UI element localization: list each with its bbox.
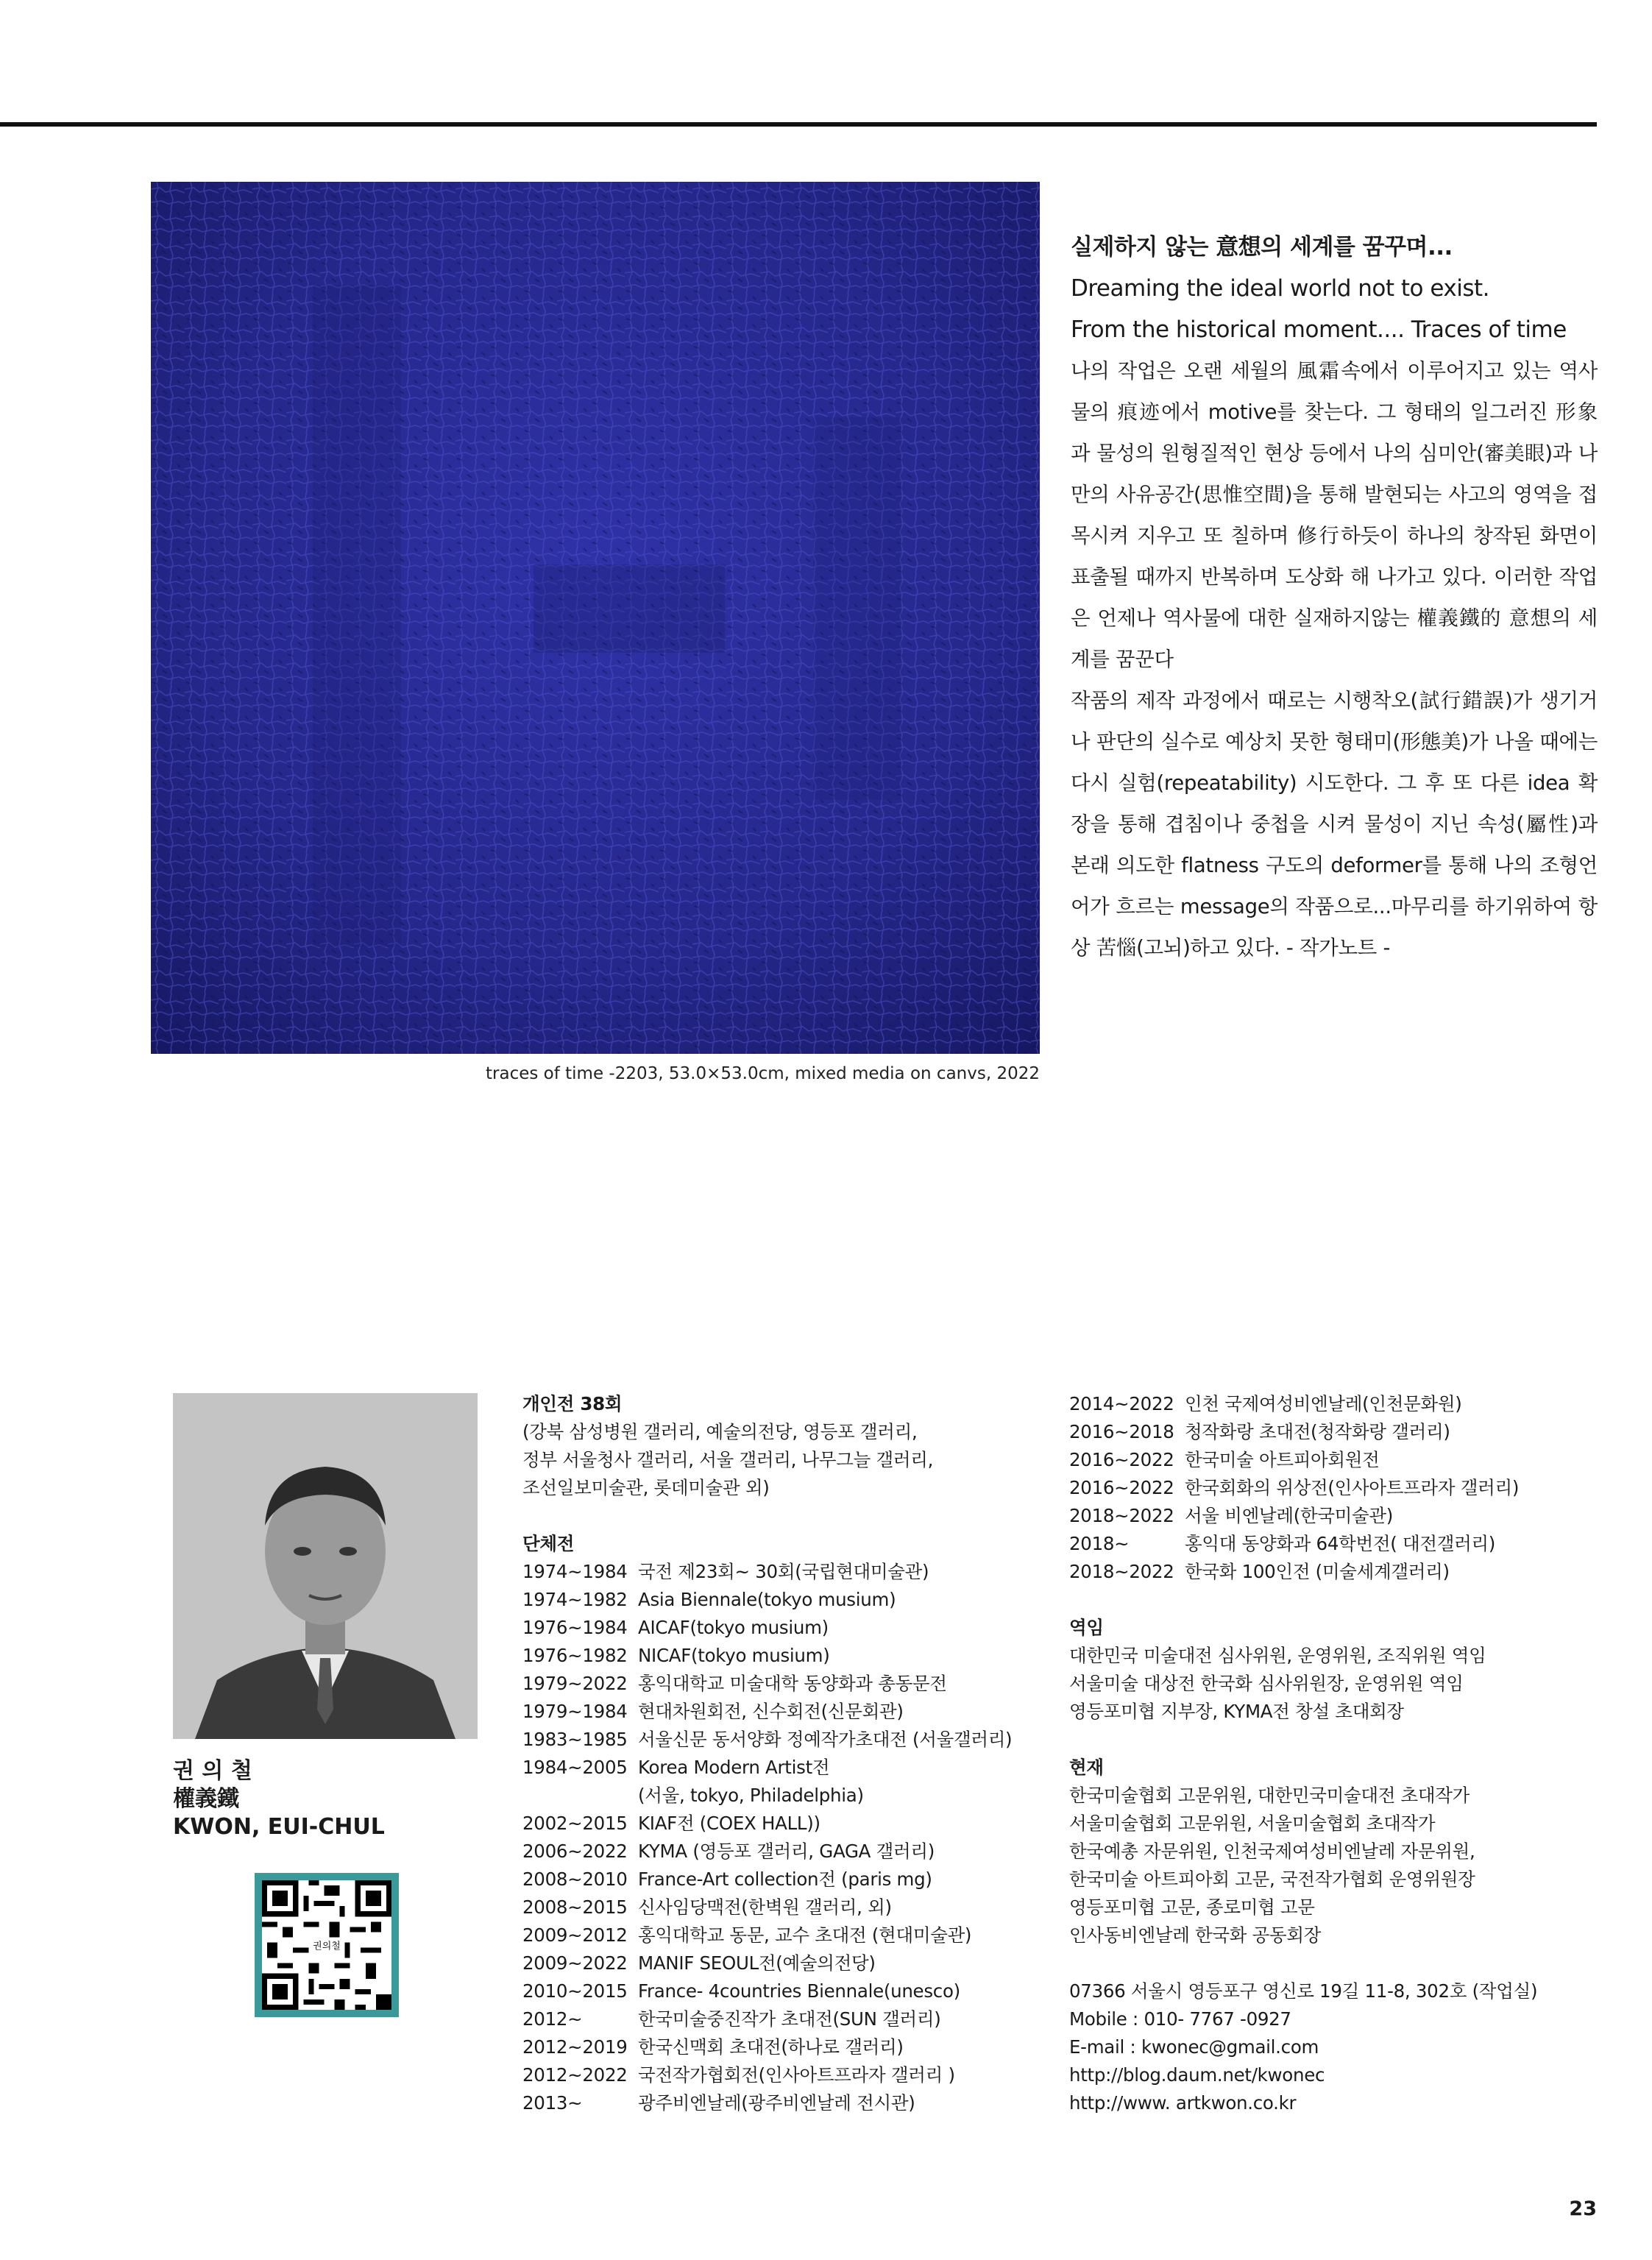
group-year: 2008~2010 — [522, 1868, 628, 1890]
current-line: 한국미술협회 고문위원, 대한민국미술대전 초대작가 — [1069, 1785, 1470, 1806]
artist-name-en: KWON, EUI-CHUL — [173, 1814, 385, 1840]
contact-mobile: Mobile : 010- 7767 -0927 — [1069, 2008, 1291, 2030]
group-event: 홍익대 동양화과 64학번전( 대전갤러리) — [1185, 1533, 1496, 1554]
group-item — [522, 1754, 1052, 1782]
artist-statement — [1071, 227, 1598, 968]
group-year: 2012~2022 — [522, 2064, 628, 2086]
statement-title-en2: From the historical moment.... Traces of time — [1071, 316, 1567, 343]
artwork-caption: traces of time -2203, 53.0×53.0cm, mixed media on canvs, 2022 — [486, 1064, 1040, 1083]
group-event: KYMA (영등포 갤러리, GAGA 갤러리) — [638, 1841, 935, 1862]
top-rule — [0, 122, 1597, 127]
portrait-figure — [173, 1393, 478, 1739]
group-item — [1069, 1418, 1599, 1446]
statement-title-en1: Dreaming the ideal world not to exist. — [1071, 275, 1490, 302]
group-item — [522, 1921, 1052, 1949]
group-item — [522, 2089, 1052, 2117]
current-line: 영등포미협 고문, 종로미협 고문 — [1069, 1896, 1315, 1918]
roles-line: 서울미술 대상전 한국화 심사위원장, 운영위원 역임 — [1069, 1673, 1464, 1694]
roles-line: 영등포미협 지부장, KYMA전 창설 초대회장 — [1069, 1701, 1404, 1722]
statement-title-ko: 실제하지 않는 意想의 세계를 꿈꾸며... — [1071, 234, 1453, 261]
group-item — [522, 1894, 1052, 1921]
roles-line: 대한민국 미술대전 심사위원, 운영위원, 조직위원 역임 — [1069, 1645, 1486, 1666]
qr-code[interactable] — [255, 1873, 399, 2017]
group-event: France- 4countries Biennale(unesco) — [638, 1980, 960, 2002]
group-year: 2016~2018 — [1069, 1421, 1174, 1442]
group-item — [522, 1614, 1052, 1642]
group-event: 청작화랑 초대전(청작화랑 갤러리) — [1185, 1421, 1450, 1442]
group-event: 홍익대학교 동문, 교수 초대전 (현대미술관) — [638, 1924, 972, 1946]
group-year: 1979~1984 — [522, 1701, 628, 1722]
group-event: MANIF SEOUL전(예술의전당) — [638, 1952, 876, 1974]
group-event: 한국화 100인전 (미술세계갤러리) — [1185, 1561, 1450, 1582]
artist-name-block — [173, 1757, 385, 1841]
solo-line: 조선일보미술관, 롯데미술관 외) — [522, 1477, 770, 1498]
artwork-image — [151, 182, 1040, 1054]
solo-line: (강북 삼성병원 갤러리, 예술의전당, 영등포 갤러리, — [522, 1421, 918, 1442]
group-event: France-Art collection전 (paris mg) — [638, 1868, 932, 1890]
group-year: 2018~ — [1069, 1533, 1130, 1554]
current-line: 서울미술협회 고문위원, 서울미술협회 초대작가 — [1069, 1813, 1436, 1834]
group-item — [522, 1642, 1052, 1670]
group-year: 2012~ — [522, 2008, 583, 2030]
artist-portrait — [173, 1393, 478, 1739]
group-year: 2006~2022 — [522, 1841, 628, 1862]
group-event: 한국미술 아트피아회원전 — [1185, 1449, 1380, 1470]
group-item — [1069, 1558, 1599, 1586]
group-event: AICAF(tokyo musium) — [638, 1617, 829, 1638]
group-year: 2009~2022 — [522, 1952, 628, 1974]
qr-code-label: 권의철 — [310, 1938, 344, 1953]
group-year: 2014~2022 — [1069, 1393, 1174, 1414]
solo-line: 정부 서울청사 갤러리, 서울 갤러리, 나무그늘 갤러리, — [522, 1449, 934, 1470]
career-column-left — [522, 1390, 1052, 2117]
group-item — [522, 1977, 1052, 2005]
group-event: 현대차원회전, 신수회전(신문회관) — [638, 1701, 904, 1722]
group-event: 국전 제23회~ 30회(국립현대미술관) — [638, 1561, 929, 1582]
group-item — [1069, 1530, 1599, 1558]
group-event: 홍익대학교 미술대학 동양화과 총동문전 — [638, 1673, 947, 1694]
group-year: 2013~ — [522, 2092, 583, 2114]
group-event: 서울신문 동서양화 정예작가초대전 (서울갤러리) — [638, 1729, 1013, 1750]
page-number: 23 — [1569, 2197, 1597, 2220]
statement-paragraph-2: 작품의 제작 과정에서 때로는 시행착오(試行錯誤)가 생기거나 판단의 실수로 예상치 못한 형태미(形態美)가 나올 때에는 다시 실험(repeatability) 시도한다. 그 후 또 다른 idea 확장을 통해 겹침이나 중첩을 시켜 물성이 지닌 속성(屬性)과 본래 의도한 flatness 구도의 deformer를 통해 나의 조형언어가 흐르는 message의 작품으로...마무리를 하기위하여 항상 苦惱(고뇌)하고 있다. - 작가노트 - — [1071, 689, 1598, 960]
group-item — [1069, 1474, 1599, 1502]
group-event: 신사임당맥전(한벽원 갤러리, 외) — [638, 1896, 892, 1918]
roles-title: 역임 — [1069, 1617, 1104, 1638]
group-event: 국전작가협회전(인사아트프라자 갤러리 ) — [638, 2064, 955, 2086]
group-item — [522, 1810, 1052, 1838]
current-line: 한국예총 자문위원, 인천국제여성비엔날레 자문위원, — [1069, 1841, 1475, 1862]
contact-blog-link[interactable]: http://blog.daum.net/kwonec — [1069, 2064, 1325, 2086]
group-item — [522, 1866, 1052, 1894]
group-year: 1974~1984 — [522, 1561, 628, 1582]
group-item — [522, 2005, 1052, 2033]
group-year: 2018~2022 — [1069, 1505, 1174, 1526]
group-year: 2012~2019 — [522, 2036, 628, 2058]
group-item — [522, 1782, 1052, 1810]
group-event: 광주비엔날레(광주비엔날레 전시관) — [638, 2092, 915, 2114]
current-line: 인사동비엔날레 한국화 공동회장 — [1069, 1924, 1322, 1946]
group-event: KIAF전 (COEX HALL)) — [638, 1813, 820, 1834]
contact-address: 07366 서울시 영등포구 영신로 19길 11-8, 302호 (작업실) — [1069, 1980, 1538, 2002]
group-year: 1976~1984 — [522, 1617, 628, 1638]
contact-web-link[interactable]: http://www. artkwon.co.kr — [1069, 2092, 1297, 2114]
qr-code-pattern — [262, 1880, 391, 2010]
group-year: 2008~2015 — [522, 1896, 628, 1918]
statement-paragraph-1: 나의 작업은 오랜 세월의 風霜속에서 이루어지고 있는 역사물의 痕迹에서 motive를 찾는다. 그 형태의 일그러진 形象과 물성의 원형질적인 현상 등에서 나의 심미안(審美眼)과 나만의 사유공간(思惟空間)을 통해 발현되는 사고의 영역을 접목시켜 지우고 또 칠하며 修行하듯이 하나의 창작된 화면이 표출될 때까지 반복하며 도상화 해 나가고 있다. 이러한 작업은 언제나 역사물에 대한 실재하지않는 權義鐵的 意想의 세계를 꿈꾼다 — [1071, 359, 1598, 671]
group-item — [522, 2061, 1052, 2089]
contact-email[interactable]: E-mail : kwonec@gmail.com — [1069, 2036, 1319, 2058]
group-item — [522, 1838, 1052, 1866]
career-column-right — [1069, 1390, 1599, 2117]
group-item — [522, 1558, 1052, 1586]
group-event: 서울 비엔날레(한국미술관) — [1185, 1505, 1394, 1526]
group-title: 단체전 — [522, 1533, 575, 1554]
group-item — [1069, 1446, 1599, 1474]
group-event: Asia Biennale(tokyo musium) — [638, 1589, 896, 1610]
group-item — [522, 1670, 1052, 1698]
current-line: 한국미술 아트피아회 고문, 국전작가협회 운영위원장 — [1069, 1868, 1475, 1890]
group-year: 2002~2015 — [522, 1813, 628, 1834]
group-event: NICAF(tokyo musium) — [638, 1645, 830, 1666]
group-item — [522, 1586, 1052, 1614]
artwork-painting — [151, 182, 1040, 1054]
group-item — [522, 2033, 1052, 2061]
current-title: 현재 — [1069, 1757, 1104, 1778]
group-event: Korea Modern Artist전 — [638, 1757, 830, 1778]
group-year: 1976~1982 — [522, 1645, 628, 1666]
group-year: 2010~2015 — [522, 1980, 628, 2002]
group-year: 1983~1985 — [522, 1729, 628, 1750]
group-year — [522, 1782, 638, 1810]
group-year: 2016~2022 — [1069, 1449, 1174, 1470]
group-item — [1069, 1502, 1599, 1530]
group-year: 2018~2022 — [1069, 1561, 1174, 1582]
group-year: 1979~2022 — [522, 1673, 628, 1694]
group-event: 인천 국제여성비엔날레(인천문화원) — [1185, 1393, 1462, 1414]
group-event: 한국회화의 위상전(인사아트프라자 갤러리) — [1185, 1477, 1520, 1498]
group-event: 한국미술중진작가 초대전(SUN 갤러리) — [638, 2008, 941, 2030]
group-event: (서울, tokyo, Philadelphia) — [638, 1785, 864, 1806]
artist-name-ko: 권 의 철 — [173, 1758, 252, 1784]
group-item — [522, 1726, 1052, 1754]
group-item — [522, 1949, 1052, 1977]
group-year: 2016~2022 — [1069, 1477, 1174, 1498]
group-year: 1974~1982 — [522, 1589, 628, 1610]
group-item — [522, 1698, 1052, 1726]
group-item — [1069, 1390, 1599, 1418]
group-event: 한국신맥회 초대전(하나로 갤러리) — [638, 2036, 904, 2058]
group-year: 1984~2005 — [522, 1757, 628, 1778]
solo-title: 개인전 38회 — [522, 1393, 623, 1414]
group-year: 2009~2012 — [522, 1924, 628, 1946]
artist-name-hanja: 權義鐵 — [173, 1786, 239, 1812]
